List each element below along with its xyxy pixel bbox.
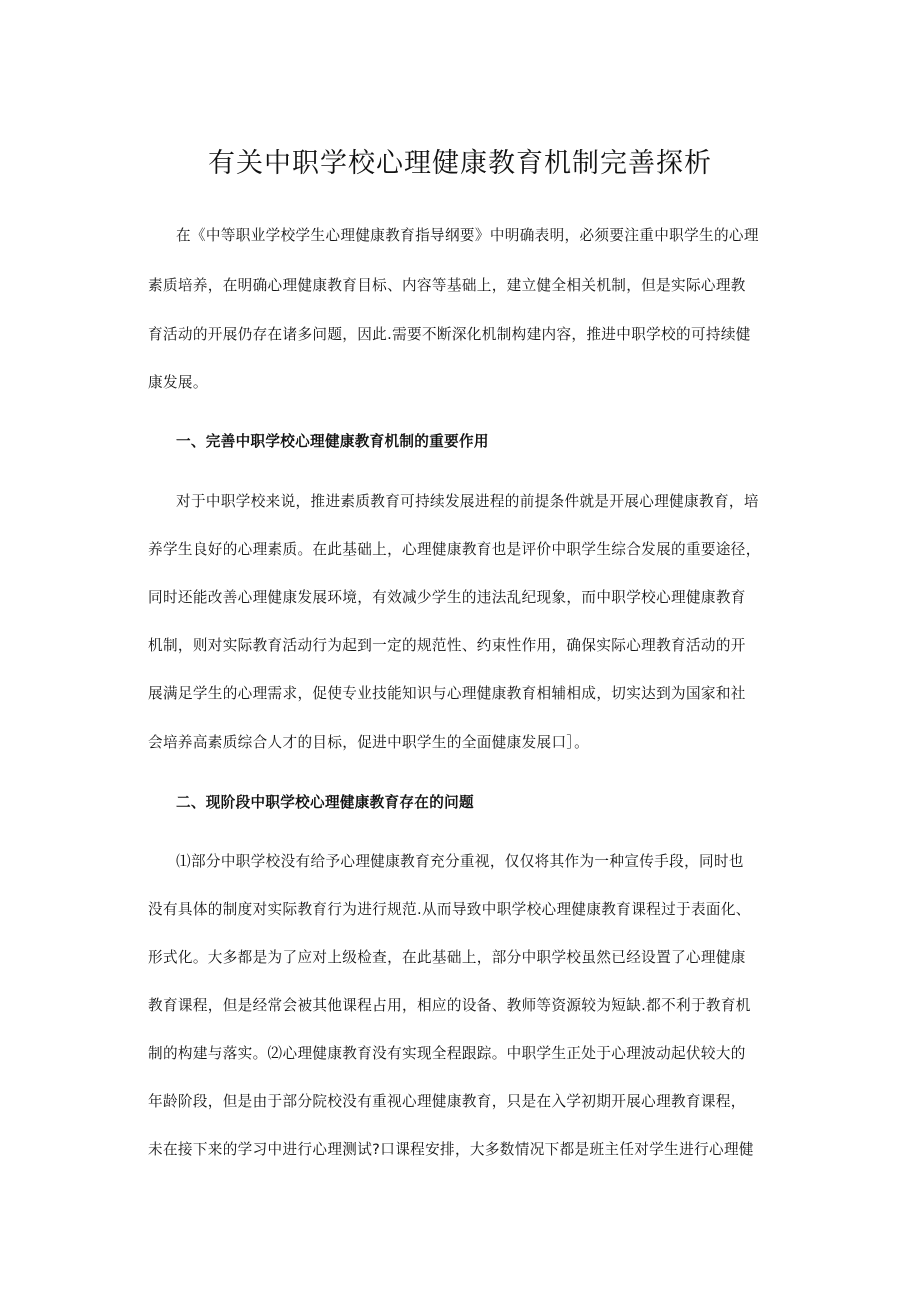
text-line: 机制，则对实际教育活动行为起到一定的规范性、约束性作用，确保实际心理教育活动的开 (148, 637, 746, 654)
text-line: 对于中职学校来说，推进素质教育可持续发展进程的前提条件就是开展心理健康教育，培 (176, 493, 759, 510)
text-line: 育活动的开展仍存在诸多问题，因此.需要不断深化机制构建内容，推进中职学校的可持续健 (148, 326, 751, 343)
text-line: 素质培养，在明确心理健康教育目标、内容等基础上，建立健全相关机制，但是实际心理教 (148, 277, 746, 294)
text-line: ⑴部分中职学校没有给予心理健康教育充分重视，仅仅将其作为一种宣传手段，同时也 (176, 853, 744, 870)
text-line: 形式化。大多都是为了应对上级检查，在此基础上，部分中职学校虽然已经设置了心理健康 (148, 949, 746, 966)
text-line: 没有具体的制度对实际教育行为进行规范.从而导致中职学校心理健康教育课程过于表面化、 (148, 901, 751, 918)
text-line: 会培养高素质综合人才的目标，促进中职学生的全面健康发展口］。 (148, 734, 590, 751)
text-line: 制的构建与落实。⑵心理健康教育没有实现全程跟踪。中职学生正处于心理波动起伏较大的 (148, 1045, 746, 1062)
text-line: 康发展。 (148, 374, 208, 391)
text-line: 养学生良好的心理素质。在此基础上，心理健康教育也是评价中职学生综合发展的重要途径， (148, 541, 761, 558)
text-line: 展满足学生的心理需求，促使专业技能知识与心理健康教育相辅相成，切实达到为国家和社 (148, 685, 746, 702)
text-line: 教育课程，但是经常会被其他课程占用，相应的设备、教师等资源较为短缺.都不利于教育机 (148, 997, 751, 1014)
text-line: 未在接下来的学习中进行心理测试?口课程安排，大多数情况下都是班主任对学生进行心理健 (148, 1141, 754, 1158)
section-heading-1: 一、完善中职学校心理健康教育机制的重要作用 (176, 433, 489, 450)
text-line: 在《中等职业学校学生心理健康教育指导纲要》中明确表明，必须要注重中职学生的心理 (176, 227, 759, 244)
document-title: 有关中职学校心理健康教育机制完善探析 (208, 148, 712, 179)
section-heading-2: 二、现阶段中职学校心理健康教育存在的问题 (176, 794, 474, 811)
text-line: 同时还能改善心理健康发展环境，有效减少学生的违法乱纪现象，而中职学校心理健康教育 (148, 589, 746, 606)
text-line: 年龄阶段，但是由于部分院校没有重视心理健康教育，只是在入学初期开展心理教育课程， (148, 1093, 746, 1110)
